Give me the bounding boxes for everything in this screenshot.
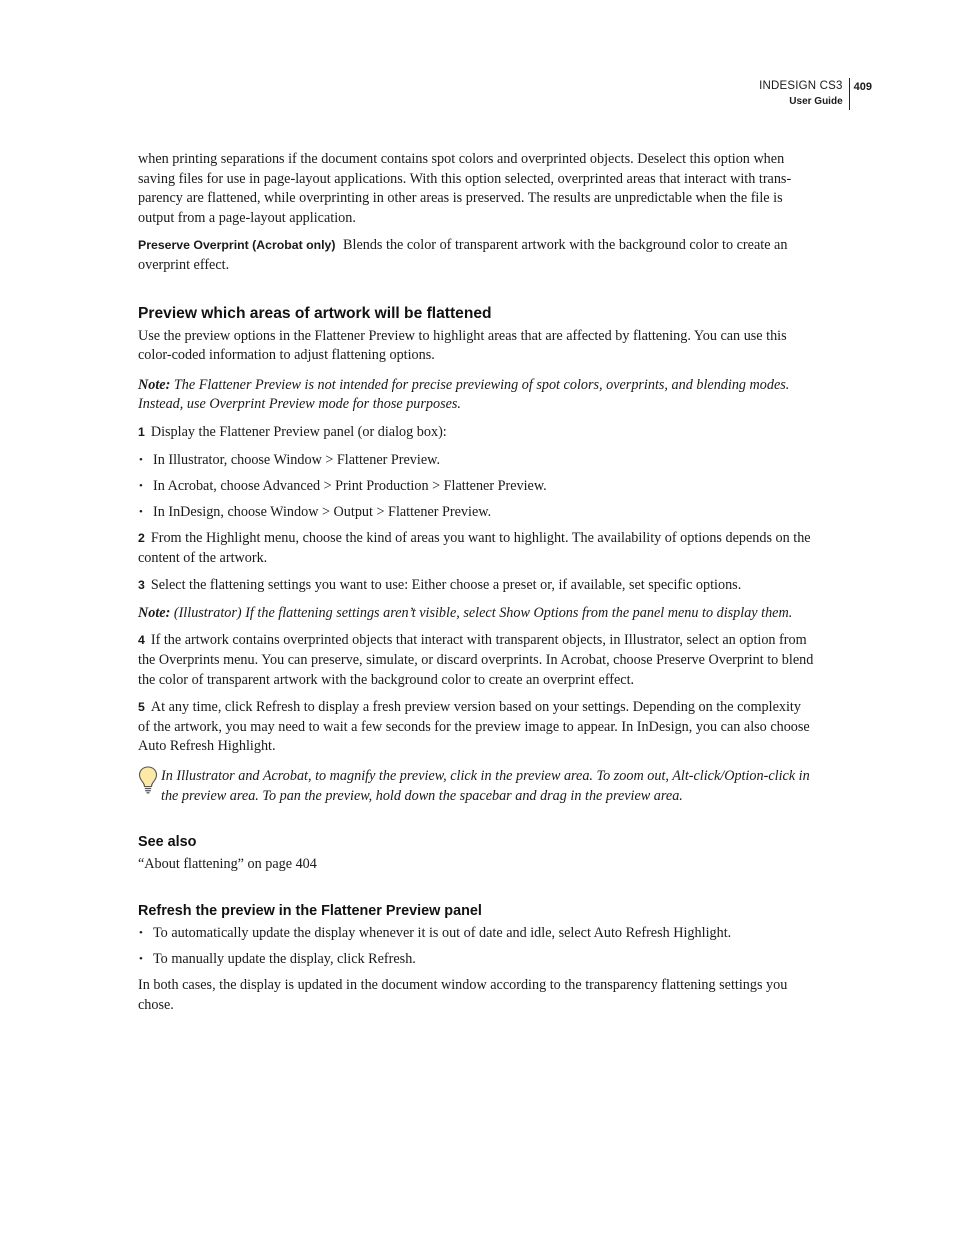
note-flattener-preview	[138, 376, 814, 415]
page-header	[759, 78, 872, 110]
note-label: Note:	[138, 376, 171, 393]
preserve-overprint-term: Preserve Overprint (Acrobat only)	[138, 238, 336, 253]
page-number: 409	[853, 81, 872, 93]
list-item: • To automatically update the display whenever it is out of date and idle, select Auto Refresh Highlight.	[138, 924, 814, 944]
step-text: Display the Flattener Preview panel (or dialog box):	[150, 423, 447, 440]
preserve-overprint-text: Blends the color of transparent artwork with the background color to create an overprint effect.	[138, 237, 788, 273]
note-text: (Illustrator) If the flattening settings aren’t visible, select Show Options from the panel menu to display them.	[173, 604, 793, 621]
see-also-heading: See also	[138, 834, 197, 851]
step-number: 4	[138, 633, 145, 648]
header-product: INDESIGN CS3	[759, 80, 843, 92]
note-text: The Flattener Preview is not intended for precise previewing of spot colors, overprints, and blending modes. Instead, use Overprint Preview mode for those purposes.	[138, 376, 790, 413]
header-title-block	[759, 78, 850, 110]
intro-paragraph: when printing separations if the document contains spot colors and overprinted objects. Deselect this option when saving files for use in page-layout applications. With this option selected, overprinted areas that interact with transparency are flattened, while overprinting in other areas is preserved. The results are unpredictable when the file is output from a page-layout application.	[138, 151, 792, 226]
step-3	[138, 576, 814, 596]
step-number: 1	[138, 424, 145, 439]
step-4	[138, 631, 814, 690]
tip-text: In Illustrator and Acrobat, to magnify the preview, click in the preview area. To zoom out, Alt-click/Option-click in the preview area. To pan the preview, hold down the spacebar and drag in the preview area.	[161, 768, 810, 804]
list-item: • In Illustrator, choose Window > Flattener Preview.	[138, 451, 814, 471]
refresh-closing-paragraph: In both cases, the display is updated in the document window according to the transparency flattening settings you chose.	[138, 977, 788, 1013]
refresh-bullet-list	[138, 924, 814, 970]
step-text: Select the flattening settings you want to use: Either choose a preset or, if available, set specific options.	[150, 577, 742, 594]
step-1	[138, 423, 814, 443]
page-content	[138, 150, 814, 1023]
preserve-overprint-paragraph	[138, 236, 814, 275]
step-1-bullet-list	[138, 451, 814, 523]
step-text: At any time, click Refresh to display a fresh preview version based on your settings. Depending on the complexity of the artwork, you may need to wait a few seconds for the preview image to appear. In InDesign, you can also choose Auto Refresh Highlight.	[138, 699, 810, 755]
step-text: From the Highlight menu, choose the kind of areas you want to highlight. The availability of options depends on the content of the artwork.	[138, 530, 811, 566]
step-number: 3	[138, 578, 145, 593]
step-text: If the artwork contains overprinted objects that interact with transparent objects, in Illustrator, select an option from the Overprints menu. You can preserve, simulate, or discard overprints. In Acrobat, choose Preserve Overprint to blend the color of transparent artwork with the background color to create an overprint effect.	[138, 632, 814, 688]
step-number: 5	[138, 700, 145, 715]
see-also-link[interactable]: “About flattening” on page 404	[138, 856, 317, 873]
step-number: 2	[138, 531, 145, 546]
header-guide: User Guide	[789, 96, 843, 107]
list-item: • To manually update the display, click Refresh.	[138, 950, 814, 970]
preview-intro: Use the preview options in the Flattener Preview to highlight areas that are affected by flattening. You can use this color-coded information to adjust flattening options.	[138, 327, 787, 364]
step-2	[138, 529, 814, 568]
section-heading-refresh: Refresh the preview in the Flattener Preview panel	[138, 902, 482, 919]
note-label: Note:	[138, 604, 171, 621]
list-item: • In Acrobat, choose Advanced > Print Production > Flattener Preview.	[138, 477, 814, 497]
section-heading-preview: Preview which areas of artwork will be flattened	[138, 304, 492, 322]
lightbulb-icon	[138, 765, 158, 795]
list-item: • In InDesign, choose Window > Output > Flattener Preview.	[138, 503, 814, 523]
tip-block	[138, 767, 814, 806]
note-illustrator-options	[138, 604, 814, 624]
step-5	[138, 698, 814, 757]
